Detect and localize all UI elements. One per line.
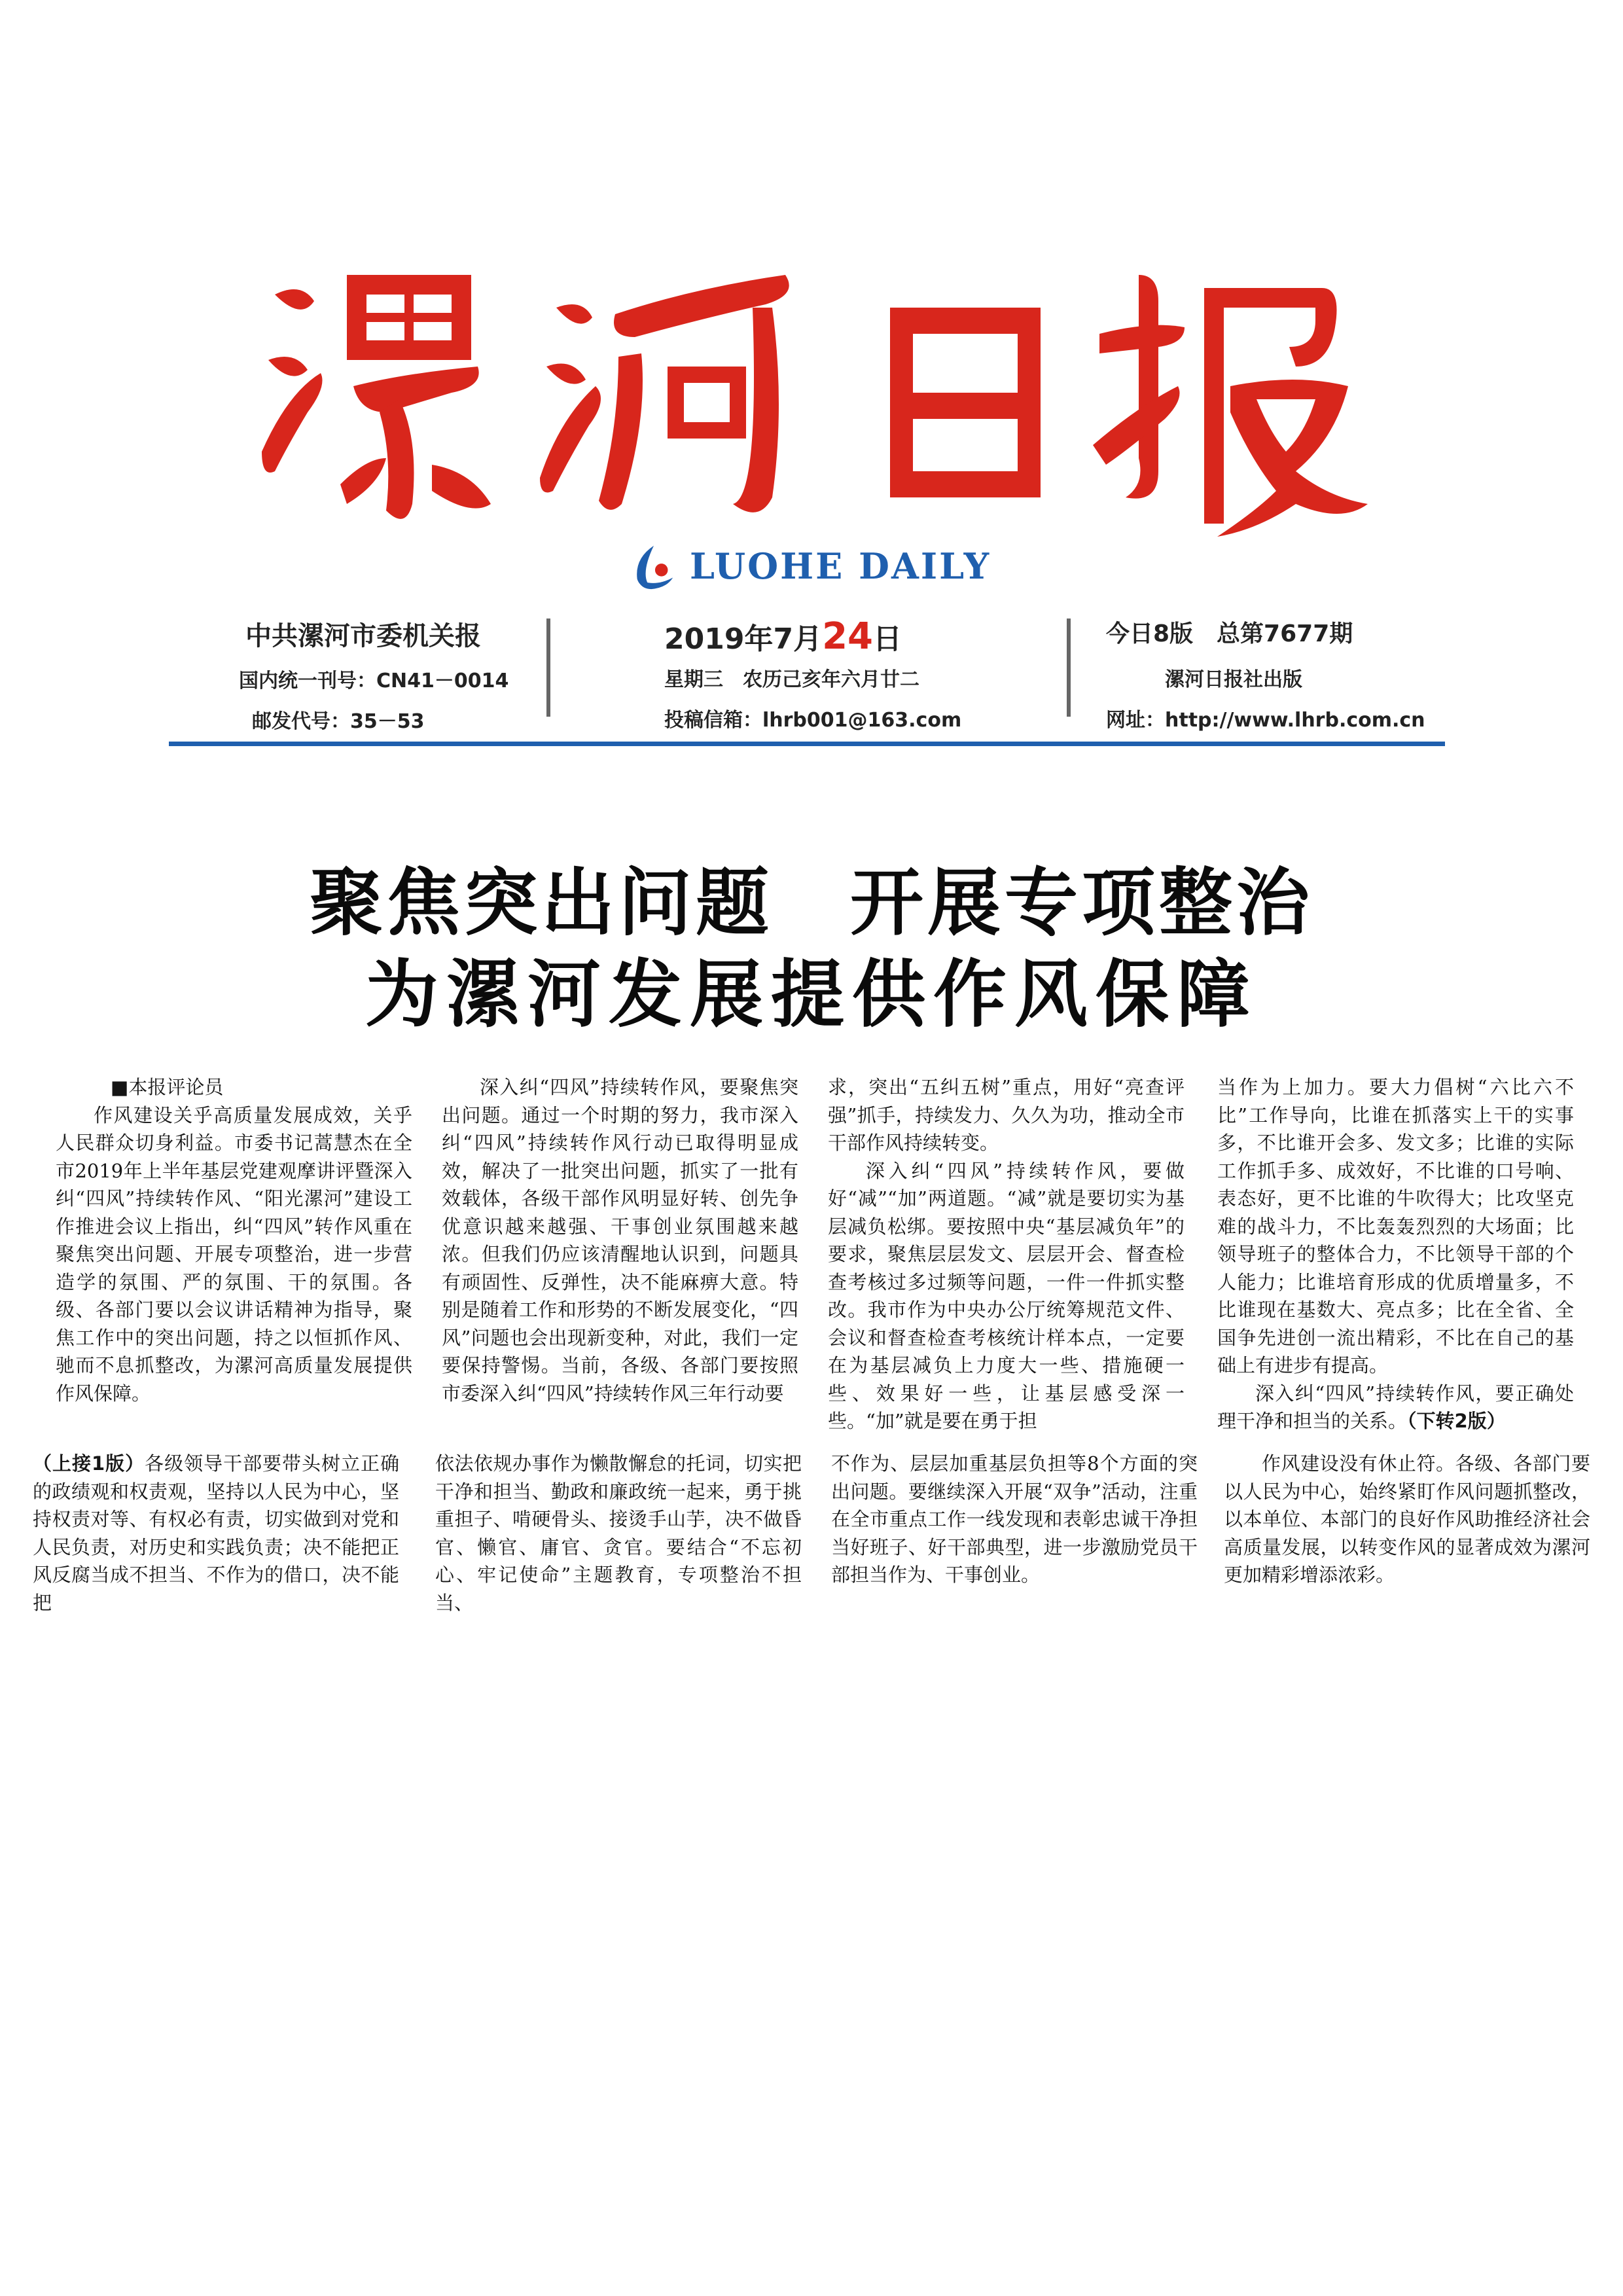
paragraph: 作风建设关乎高质量发展成效，关乎人民群众切身利益。市委书记蒿慧杰在全市2019年上半年基层党建观摩讲评暨深入纠“四风”持续转作风、“阳光漯河”建设工作推进会议上指出，纠“四风”转作风重在聚焦突出问题、开展专项整治，进一步营造学的氛围、严的氛围、干的氛围。各级、各部门要以会议讲话精神为指导，聚焦工作中的突出问题，持之以恒抓作风、驰而不息抓整改，为漯河高质量发展提供作风保障。 [56, 1103, 412, 1405]
website: 网址：http://www.lhrb.com.cn [1106, 709, 1425, 732]
continuation-column-4 [1224, 1450, 1590, 1589]
weekday-lunar: 星期三 农历己亥年六月廿二 [664, 668, 919, 691]
headline-line-2: 为漯河发展提供作风保障 [365, 952, 1258, 1037]
publication-info-middle [664, 615, 961, 732]
paragraph: （上接1版）各级领导干部要带头树立正确的政绩观和权责观，坚持以人民为中心，坚持权责对等、有权必有责，切实做到对党和人民负责，对历史和实践负责；决不能把正风反腐当成不担当、不作为的借口，决不能把 [33, 1452, 399, 1614]
english-title: LUOHE DAILY [690, 545, 991, 587]
issue-day: 24 [822, 615, 874, 658]
publication-info-left [239, 615, 508, 734]
headline-line-1: 聚焦突出问题 开展专项整治 [310, 861, 1313, 946]
paragraph: 求，突出“五纠五树”重点，用好“亮查评强”抓手，持续发力、久久为功，推动全市干部作风持续转变。 [828, 1076, 1185, 1154]
paragraph: 当作为上加力。要大力倡树“六比六不比”工作导向，比谁在抓落实上干的实事多，不比谁开会多、发文多；比谁的实际工作抓手多、成效好，不比谁的口号响、表态好，更不比谁的牛吹得大；比攻坚克难的战斗力，不比轰轰烈烈的大场面；比领导班子的整体合力，不比领导干部的个人能力；比谁培育形成的优质增量多，不比谁现在基数大、亮点多；比在全省、全国争先进创一流出精彩，不比在自己的基础上有进步有提高。 [1217, 1076, 1574, 1376]
publisher: 漯河日报社出版 [1165, 668, 1302, 691]
issue-date: 2019年7月24日 [664, 615, 902, 658]
continued-on-tag: （下转2版） [1407, 1410, 1506, 1432]
issn-line: 国内统一刊号：CN41－0014 [239, 670, 509, 692]
continuation-column-1 [33, 1450, 399, 1617]
continuation-column-2 [435, 1450, 802, 1617]
publication-info-right [1106, 615, 1425, 732]
org-line: 中共漯河市委机关报 [245, 621, 481, 651]
paragraph: 深入纠“四风”持续转作风，要做好“减”“加”两道题。“减”就是要切实为基层减负松绑。要按照中央“基层减负年”的要求，聚焦层层发文、层层开会、督查检查考核过多过频等问题，一件一件抓实整改。我市作为中央办公厅统筹规范文件、会议和督查检查考核统计样本点，一定要在为基层减负上力度大一些、措施硬一些、效果好一些，让基层感受深一些。“加”就是要在勇于担 [828, 1159, 1185, 1432]
article-column-3 [828, 1073, 1185, 1435]
paragraph: 作风建设没有休止符。各级、各部门要以人民为中心，始终紧盯作风问题抓整改，以本单位、本部门的良好作风助推经济社会高质量发展，以转变作风的显著成效为漯河更加精彩增添浓彩。 [1224, 1452, 1590, 1586]
masthead-rule [169, 742, 1445, 746]
masthead-calligraphy [249, 236, 1374, 543]
article-column-1 [56, 1073, 412, 1407]
postal-code-line: 邮发代号：35－53 [252, 710, 425, 733]
newspaper-logo-icon [628, 541, 679, 592]
submission-email: 投稿信箱：lhrb001@163.com [664, 709, 962, 732]
article-column-4 [1217, 1073, 1574, 1435]
info-divider [1067, 619, 1071, 717]
pages-issue: 今日8版 总第7677期 [1106, 620, 1353, 647]
masthead-title [249, 236, 1374, 543]
paragraph: 依法依规办事作为懒散懈怠的托词，切实把干净和担当、勤政和廉政统一起来，勇于挑重担子、啃硬骨头、接烫手山芋，决不做昏官、懒官、庸官、贪官。要结合“不忘初心、牢记使命”主题教育，专项整治不担当、 [435, 1452, 802, 1614]
paragraph: 深入纠“四风”持续转作风，要正确处理干净和担当的关系。（下转2版） [1217, 1382, 1574, 1432]
info-divider [546, 619, 550, 717]
english-logo [628, 537, 991, 596]
byline: ■本报评论员 [111, 1076, 224, 1098]
continuation-column-3 [831, 1450, 1198, 1589]
article-column-2 [442, 1073, 798, 1407]
paragraph: 不作为、层层加重基层负担等8个方面的突出问题。要继续深入开展“双争”活动，注重在全市重点工作一线发现和表彰忠诚干净担当好班子、好干部典型，进一步激励党员干部担当作为、干事创业。 [831, 1452, 1198, 1586]
continued-from-tag: （上接1版） [33, 1452, 145, 1475]
paragraph: 深入纠“四风”持续转作风，要聚焦突出问题。通过一个时期的努力，我市深入纠“四风”持续转作风行动已取得明显成效，解决了一批突出问题，抓实了一批有效载体，各级干部作风明显好转、创先争优意识越来越强、干事创业氛围越来越浓。但我们仍应该清醒地认识到，问题具有顽固性、反弹性，决不能麻痹大意。特别是随着工作和形势的不断发展变化，“四风”问题也会出现新变种，对此，我们一定要保持警惕。当前，各级、各部门要按照市委深入纠“四风”持续转作风三年行动要 [442, 1076, 798, 1405]
